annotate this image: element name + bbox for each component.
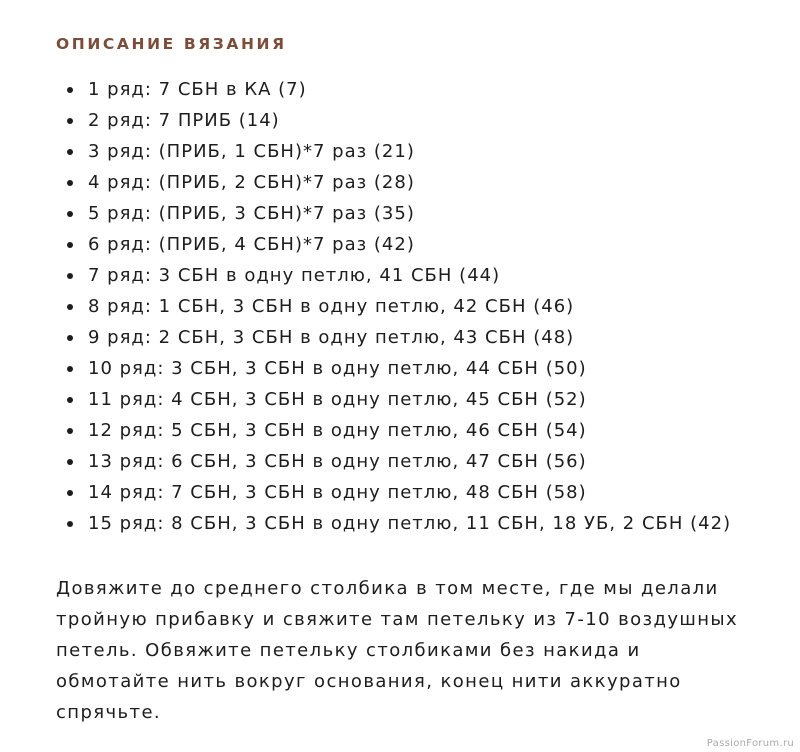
row-text: 6 ряд: (ПРИБ, 4 СБН)*7 раз (42)	[88, 234, 415, 255]
row-text: 8 ряд: 1 СБН, 3 СБН в одну петлю, 42 СБН (46)	[88, 296, 575, 317]
bullet-icon	[67, 397, 73, 403]
list-item	[66, 415, 766, 446]
bullet-icon	[67, 242, 73, 248]
list-item	[66, 136, 766, 167]
list-item	[66, 477, 766, 508]
row-text: 12 ряд: 5 СБН, 3 СБН в одну петлю, 46 СБН (54)	[88, 420, 587, 441]
row-list	[66, 74, 766, 539]
list-item	[66, 198, 766, 229]
watermark: PassionForum.ru	[706, 738, 794, 749]
row-text: 13 ряд: 6 СБН, 3 СБН в одну петлю, 47 СБН (56)	[88, 451, 587, 472]
list-item	[66, 167, 766, 198]
list-item	[66, 105, 766, 136]
list-item	[66, 291, 766, 322]
row-text: 5 ряд: (ПРИБ, 3 СБН)*7 раз (35)	[88, 203, 415, 224]
bullet-icon	[67, 428, 73, 434]
list-item	[66, 229, 766, 260]
list-item	[66, 446, 766, 477]
bullet-icon	[67, 335, 73, 341]
list-item	[66, 508, 738, 539]
row-text: 14 ряд: 7 СБН, 3 СБН в одну петлю, 48 СБН (58)	[88, 482, 587, 503]
list-item	[66, 384, 766, 415]
row-text: 9 ряд: 2 СБН, 3 СБН в одну петлю, 43 СБН (48)	[88, 327, 575, 348]
section-heading: ОПИСАНИЕ ВЯЗАНИЯ	[56, 35, 287, 53]
list-item	[66, 353, 766, 384]
list-item	[66, 260, 766, 291]
row-text: 11 ряд: 4 СБН, 3 СБН в одну петлю, 45 СБН (52)	[88, 389, 587, 410]
bullet-icon	[67, 459, 73, 465]
row-text: 3 ряд: (ПРИБ, 1 СБН)*7 раз (21)	[88, 141, 415, 162]
bullet-icon	[67, 211, 73, 217]
row-text: 10 ряд: 3 СБН, 3 СБН в одну петлю, 44 СБН (50)	[88, 358, 587, 379]
row-text: 2 ряд: 7 ПРИБ (14)	[88, 110, 280, 131]
row-text: 15 ряд: 8 СБН, 3 СБН в одну петлю, 11 СБН, 18 УБ, 2 СБН (42)	[88, 513, 732, 534]
bullet-icon	[67, 273, 73, 279]
bullet-icon	[67, 366, 73, 372]
instruction-paragraph: Довяжите до среднего столбика в том месте, где мы делали тройную прибавку и свяжите там петельку из 7-10 воздушных петель. Обвяжите петельку столбиками без накида и обмотайте нить вокруг основания, конец нити аккуратно спрячьте.	[56, 578, 739, 723]
row-text: 4 ряд: (ПРИБ, 2 СБН)*7 раз (28)	[88, 172, 415, 193]
bullet-icon	[67, 180, 73, 186]
bullet-icon	[67, 118, 73, 124]
bullet-icon	[67, 521, 73, 527]
row-text: 1 ряд: 7 СБН в КА (7)	[88, 79, 307, 100]
row-text: 7 ряд: 3 СБН в одну петлю, 41 СБН (44)	[88, 265, 501, 286]
bullet-icon	[67, 149, 73, 155]
list-item	[66, 322, 766, 353]
list-item	[66, 74, 766, 105]
bullet-icon	[67, 87, 73, 93]
bullet-icon	[67, 490, 73, 496]
bullet-icon	[67, 304, 73, 310]
